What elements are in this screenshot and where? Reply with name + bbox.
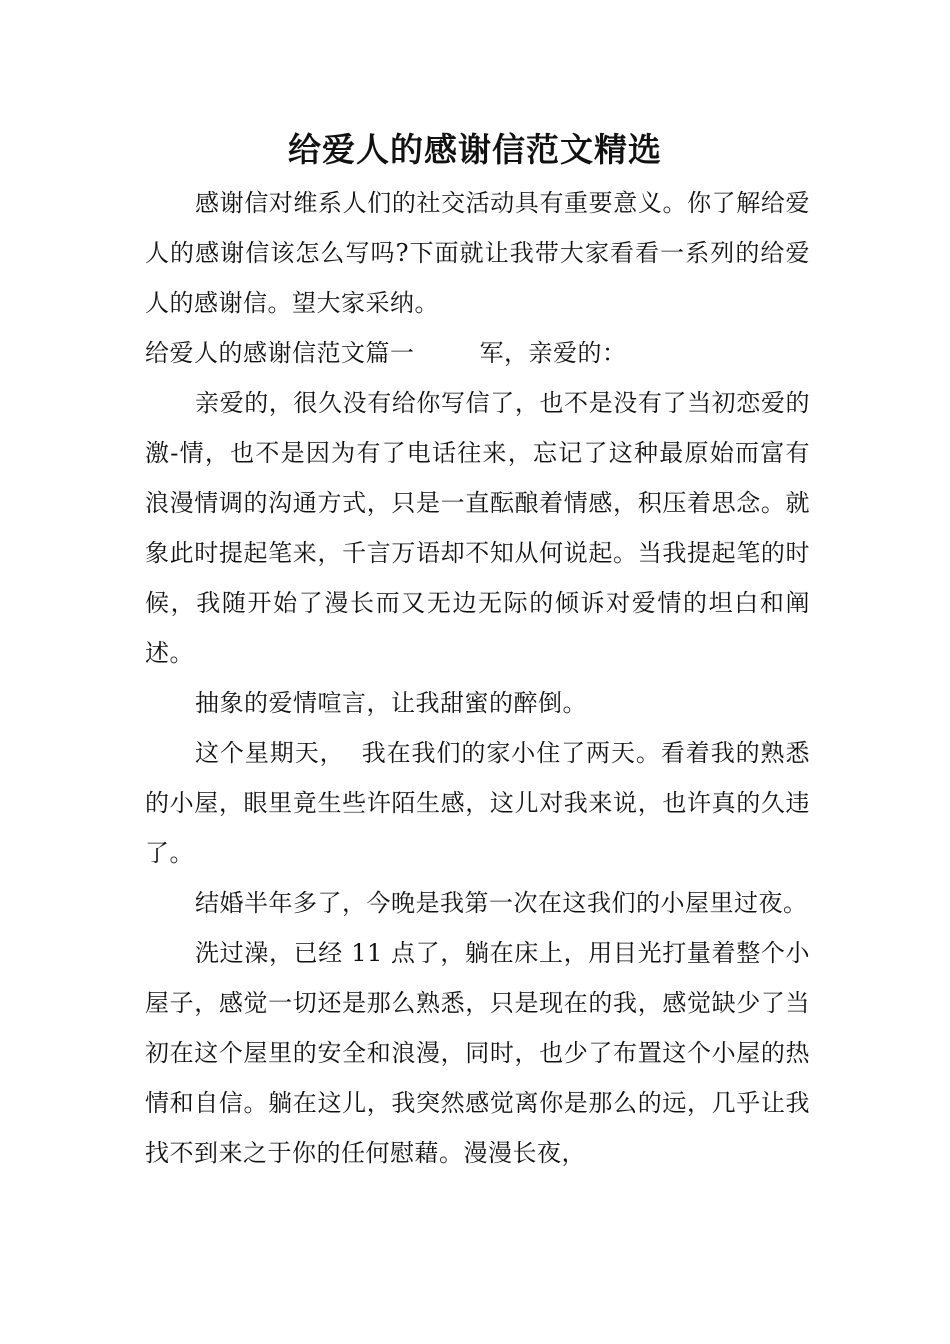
- letter-paragraph: 结婚半年多了，今晚是我第一次在这我们的小屋里过夜。: [195, 889, 808, 917]
- salutation: 军，亲爱的：: [479, 339, 627, 367]
- letter-paragraph: 洗过澡，已经 11 点了，躺在床上，用目光打量着整个小屋子，感觉一切还是那么熟悉，只是现在的我，感觉缺少了当初在这个屋里的安全和浪漫，同时，也少了布置这个小屋的热情和自信。躺在这儿，我突然感觉离你是那么的远，几乎让我找不到来之于你的任何慰藉。漫漫长夜，: [145, 939, 810, 1167]
- section-heading: 给爱人的感谢信范文篇一: [145, 339, 415, 367]
- letter-paragraph: 抽象的爱情喧言，让我甜蜜的醉倒。: [195, 689, 587, 717]
- intro-paragraph: 感谢信对维系人们的社交活动具有重要意义。你了解给爱人的感谢信该怎么写吗?下面就让我带大家看看一系列的给爱人的感谢信。望大家采纳。: [145, 189, 810, 317]
- letter-paragraph: 亲爱的，很久没有给你写信了，也不是没有了当初恋爱的激-情，也不是因为有了电话往来，忘记了这种最原始而富有浪漫情调的沟通方式，只是一直酝酿着情感，积压着思念。就象此时提起笔来，千言万语却不知从何说起。当我提起笔的时候，我随开始了漫长而又无边无际的倾诉对爱情的坦白和阐述。: [145, 389, 810, 667]
- document-title: 给爱人的感谢信范文精选: [288, 130, 662, 169]
- document-body: [145, 178, 810, 1178]
- section-heading-line: [145, 328, 810, 378]
- letter-paragraph: 这个星期天， 我在我们的家小住了两天。看着我的熟悉的小屋，眼里竟生些许陌生感，这儿对我来说，也许真的久违了。: [145, 739, 810, 867]
